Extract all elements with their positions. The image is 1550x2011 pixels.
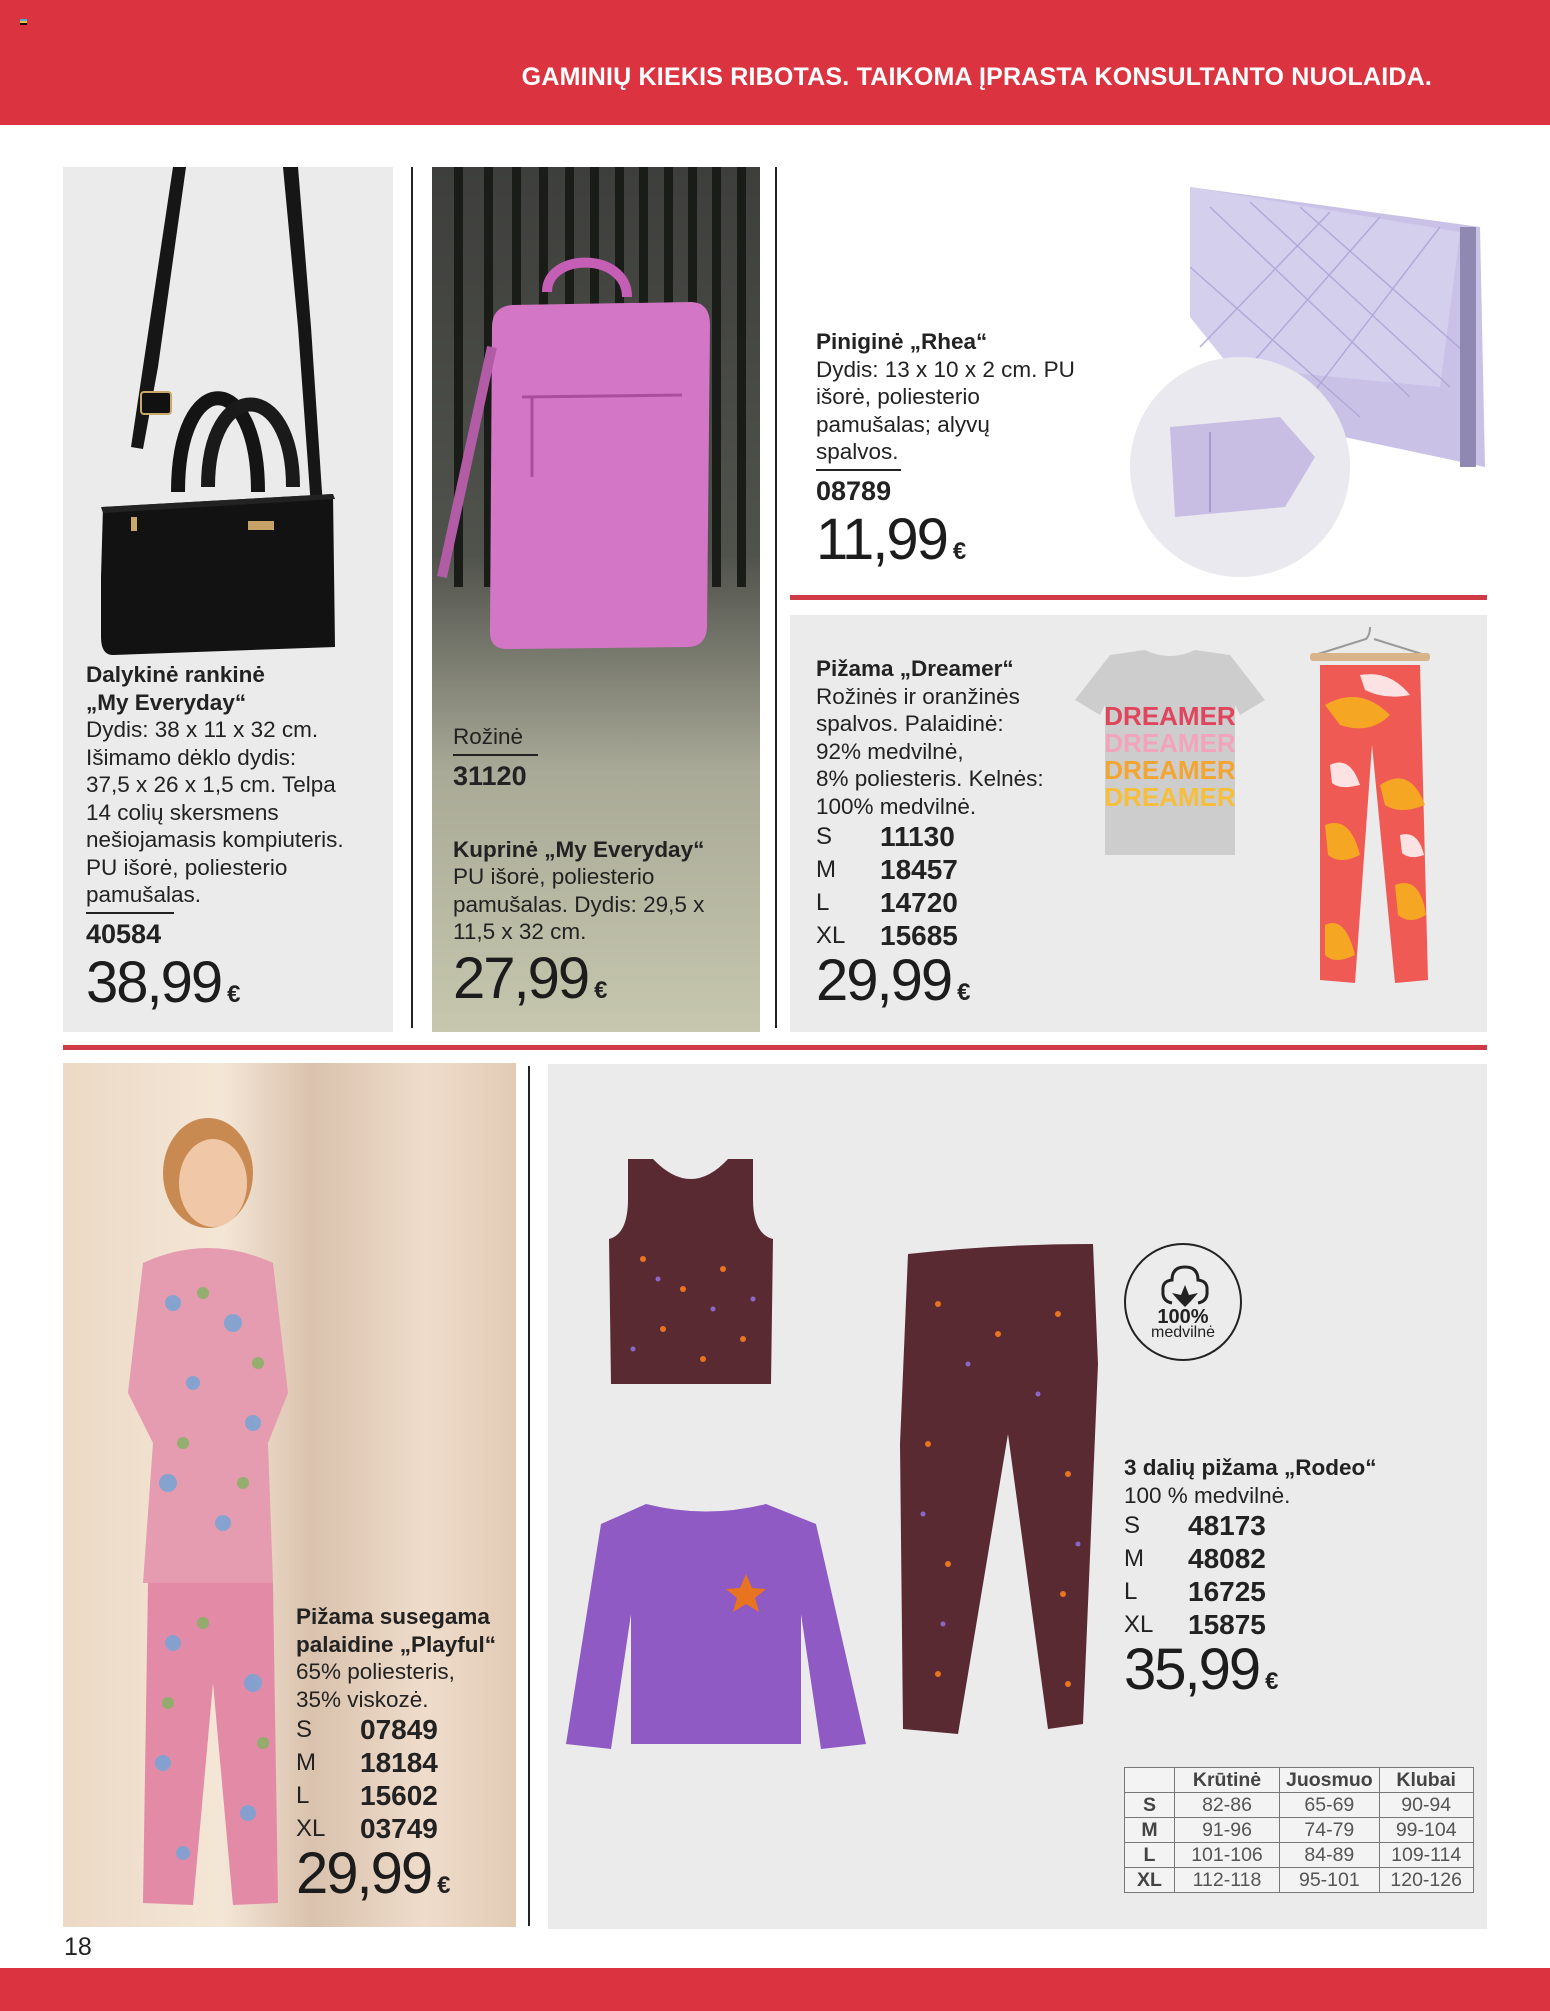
size-label: XL xyxy=(1124,1611,1154,1638)
dreamer-price xyxy=(816,948,1116,1013)
currency-euro: € xyxy=(227,980,241,1008)
table-header-cell: Juosmuo xyxy=(1280,1768,1380,1793)
price-amount: 11,99 xyxy=(816,506,947,572)
badge-label: medvilnė xyxy=(1150,1324,1216,1341)
size-label: L xyxy=(1124,1578,1138,1605)
separator xyxy=(453,754,538,756)
table-cell: 90-94 xyxy=(1379,1793,1473,1818)
wallet-product-code: 08789 xyxy=(816,475,892,506)
backpack-color-label: Rožinė xyxy=(453,724,524,749)
table-cell: S xyxy=(1125,1793,1175,1818)
table-cell: 99-104 xyxy=(1379,1818,1473,1843)
wallet-text xyxy=(816,328,1116,572)
currency-euro: € xyxy=(1265,1668,1279,1695)
size-chart-table xyxy=(1124,1767,1474,1893)
bag-desc-line: nešiojamasis kompiuteris. xyxy=(86,827,344,852)
dreamer-desc-line: 92% medvilnė, xyxy=(816,738,964,764)
table-cell: 84-89 xyxy=(1280,1843,1380,1868)
playful-title: Pižama susegama xyxy=(296,1604,490,1629)
table-row xyxy=(1125,1793,1474,1818)
dreamer-text xyxy=(816,655,1116,1013)
table-header-cell xyxy=(1125,1768,1175,1793)
wallet-title: Piniginė „Rhea“ xyxy=(816,329,988,354)
table-cell: 65-69 xyxy=(1280,1793,1380,1818)
table-row xyxy=(1125,1843,1474,1868)
size-code: 18457 xyxy=(880,854,958,885)
table-cell: XL xyxy=(1125,1868,1175,1893)
playful-price xyxy=(296,1841,516,1906)
size-label: XL xyxy=(296,1815,326,1842)
size-label: XL xyxy=(816,922,846,949)
currency-euro: € xyxy=(952,537,967,565)
price-amount: 38,99 xyxy=(86,949,222,1015)
black-tote-bag-image xyxy=(83,167,373,657)
cotton-flower-icon xyxy=(1160,1263,1210,1309)
table-cell: L xyxy=(1125,1843,1175,1868)
column-divider xyxy=(528,1066,530,1926)
size-label: M xyxy=(296,1749,316,1776)
currency-euro: € xyxy=(594,976,608,1004)
section-divider-red xyxy=(790,595,1487,600)
size-label: S xyxy=(816,823,833,850)
section-divider-red xyxy=(63,1045,1487,1050)
table-cell: 82-86 xyxy=(1175,1793,1280,1818)
product-panel-wallet[interactable] xyxy=(790,167,1490,587)
wallet-price xyxy=(816,506,1116,572)
wallet-desc-line: pamušalas; alyvų xyxy=(816,411,990,437)
size-label: M xyxy=(1124,1545,1144,1572)
size-code: 03749 xyxy=(360,1813,438,1844)
column-divider xyxy=(775,167,777,1028)
product-panel-playful[interactable] xyxy=(63,1063,516,1927)
lilac-quilted-wallet-image xyxy=(1080,167,1490,587)
size-label: M xyxy=(816,856,836,883)
rodeo-size-list xyxy=(1124,1509,1424,1641)
price-amount: 29,99 xyxy=(296,1841,432,1906)
playful-title-quoted: palaidine „Playful“ xyxy=(296,1631,497,1657)
cotton-100-badge xyxy=(1124,1243,1242,1361)
pink-backpack-image xyxy=(432,247,760,667)
table-header-row xyxy=(1125,1768,1474,1793)
bag-desc-line: Išimamo dėklo dydis: xyxy=(86,744,297,770)
bag-desc-line: pamušalas. xyxy=(86,882,202,907)
size-label: L xyxy=(296,1782,310,1809)
svg-text:DREAMER: DREAMER xyxy=(1104,728,1236,758)
playful-desc-line: 65% poliesteris, xyxy=(296,1659,455,1684)
product-panel-backpack[interactable] xyxy=(432,167,760,1032)
table-row xyxy=(1125,1868,1474,1893)
backpack-text xyxy=(453,723,753,1011)
svg-text:DREAMER: DREAMER xyxy=(1104,782,1236,812)
table-cell: 74-79 xyxy=(1280,1818,1380,1843)
bag-desc-line: 14 colių skersmens xyxy=(86,799,279,825)
size-code: 48173 xyxy=(1188,1510,1266,1541)
size-code: 18184 xyxy=(360,1747,438,1778)
table-cell: M xyxy=(1125,1818,1175,1843)
playful-size-list xyxy=(296,1713,516,1845)
product-panel-bag[interactable] xyxy=(63,167,393,1032)
price-amount: 35,99 xyxy=(1124,1637,1260,1702)
wallet-desc-line: išorė, poliesterio xyxy=(816,384,980,409)
svg-text:DREAMER: DREAMER xyxy=(1104,701,1236,731)
rodeo-price xyxy=(1124,1637,1424,1702)
dreamer-pants-image xyxy=(1300,625,1440,995)
size-label: S xyxy=(1124,1512,1141,1539)
dreamer-desc-line: spalvos. Palaidinė: xyxy=(816,711,1004,736)
size-code: 15875 xyxy=(1188,1609,1266,1640)
footer-banner xyxy=(0,1968,1550,2011)
dreamer-size-list xyxy=(816,820,1116,952)
header-tagline: GAMINIŲ KIEKIS RIBOTAS. TAIKOMA ĮPRASTA KONSULTANTO NUOLAIDA. xyxy=(521,63,1432,91)
size-code: 15685 xyxy=(880,920,958,951)
table-row xyxy=(1125,1818,1474,1843)
separator xyxy=(816,469,901,471)
backpack-product-code: 31120 xyxy=(453,760,527,791)
backpack-desc-line: pamušalas. Dydis: 29,5 x xyxy=(453,891,705,917)
currency-euro: € xyxy=(437,1872,451,1899)
table-cell: 95-101 xyxy=(1280,1868,1380,1893)
bag-desc-line: PU išorė, poliesterio xyxy=(86,854,288,880)
svg-text:DREAMER: DREAMER xyxy=(1104,755,1236,785)
print-marks xyxy=(20,19,27,27)
currency-euro: € xyxy=(957,979,971,1006)
bag-product-code: 40584 xyxy=(86,918,162,949)
bag-desc-line: Dydis: 38 x 11 x 32 cm. xyxy=(86,717,319,742)
rodeo-title: 3 dalių pižama „Rodeo“ xyxy=(1124,1455,1377,1480)
bag-desc-line: 37,5 x 26 x 1,5 cm. Telpa xyxy=(86,772,336,797)
dreamer-desc-line: 100% medvilnė. xyxy=(816,793,977,819)
bag-text xyxy=(86,661,386,1015)
badge-percent: 100% xyxy=(1157,1306,1209,1328)
size-code: 16725 xyxy=(1188,1576,1266,1607)
backpack-desc-line: 11,5 x 32 cm. xyxy=(453,919,587,944)
backpack-desc-line: PU išorė, poliesterio xyxy=(453,864,655,889)
table-cell: 120-126 xyxy=(1379,1868,1473,1893)
column-divider xyxy=(411,167,413,1028)
wallet-desc-line: spalvos. xyxy=(816,439,899,464)
rodeo-pants-image xyxy=(898,1244,1108,1744)
table-cell: 112-118 xyxy=(1175,1868,1280,1893)
size-code: 48082 xyxy=(1188,1543,1266,1574)
separator xyxy=(86,912,174,914)
rodeo-text xyxy=(1124,1454,1424,1702)
size-code: 07849 xyxy=(360,1714,438,1745)
wallet-desc-line: Dydis: 13 x 10 x 2 cm. PU xyxy=(816,356,1075,382)
table-cell: 101-106 xyxy=(1175,1843,1280,1868)
dreamer-desc-line: Rožinės ir oranžinės xyxy=(816,683,1020,709)
table-header-cell: Krūtinė xyxy=(1175,1768,1280,1793)
rodeo-long-sleeve-top-image xyxy=(566,1504,866,1754)
product-panel-dreamer[interactable] xyxy=(790,615,1487,1032)
size-code: 11130 xyxy=(880,821,955,852)
header-banner xyxy=(0,0,1550,125)
size-code: 14720 xyxy=(880,887,958,918)
price-amount: 27,99 xyxy=(453,945,589,1011)
table-cell: 109-114 xyxy=(1379,1843,1473,1868)
table-header-cell: Klubai xyxy=(1379,1768,1473,1793)
backpack-price xyxy=(453,945,753,1011)
dreamer-desc-line: 8% poliesteris. Kelnės: xyxy=(816,766,1044,791)
size-label: L xyxy=(816,889,830,916)
table-cell: 91-96 xyxy=(1175,1818,1280,1843)
rodeo-tank-top-image xyxy=(603,1159,778,1384)
page-number: 18 xyxy=(64,1933,92,1961)
bag-title: Dalykinė rankinė xyxy=(86,662,265,687)
bag-price xyxy=(86,949,386,1015)
size-code: 15602 xyxy=(360,1780,438,1811)
backpack-title: Kuprinė „My Everyday“ xyxy=(453,836,705,862)
playful-desc-line: 35% viskozė. xyxy=(296,1686,429,1712)
bag-title-quoted: „My Everyday“ xyxy=(86,689,247,715)
price-amount: 29,99 xyxy=(816,948,952,1013)
playful-text xyxy=(296,1603,516,1906)
rodeo-desc-line: 100 % medvilnė. xyxy=(1124,1482,1291,1508)
size-label: S xyxy=(296,1716,313,1743)
dreamer-title: Pižama „Dreamer“ xyxy=(816,656,1014,681)
